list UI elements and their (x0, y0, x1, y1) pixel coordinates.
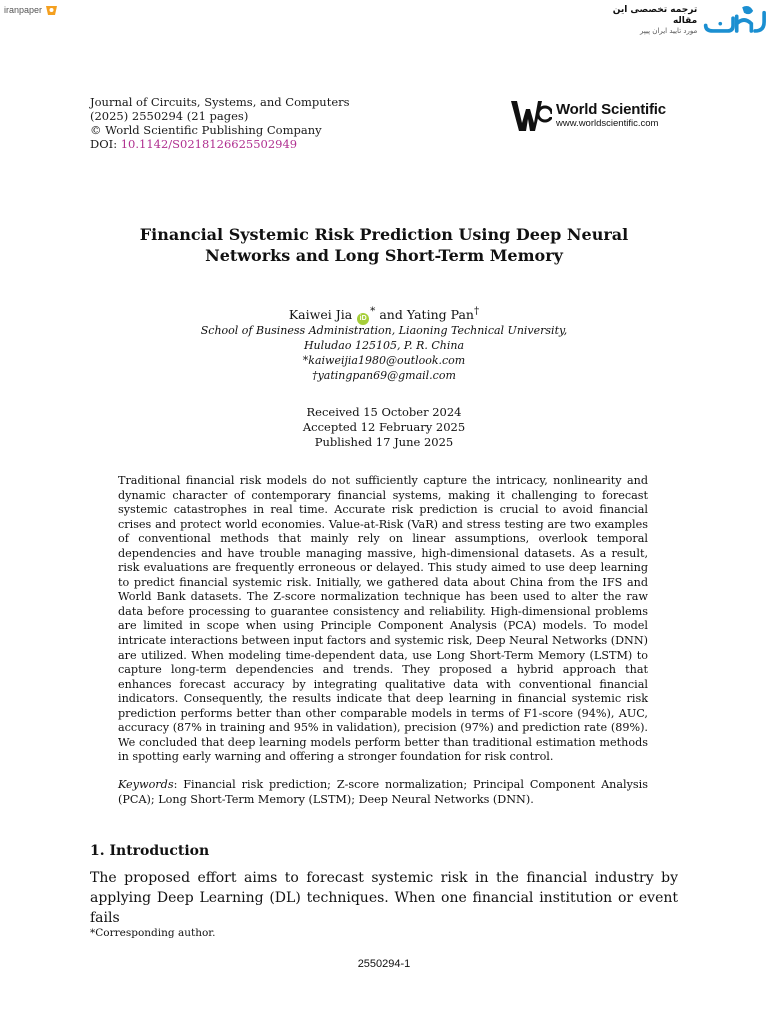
iranpaper-logo[interactable] (4, 4, 58, 16)
author-2-mark: † (473, 305, 480, 317)
journal-copyright: © World Scientific Publishing Company (90, 123, 322, 137)
publisher-name: World Scientific (556, 101, 666, 118)
author-2: Yating Pan (406, 307, 474, 323)
world-scientific-emblem-icon (510, 99, 552, 133)
abstract-text: Traditional financial risk models do not sufficiently capture the intricacy, nonlinearity and dynamic character of contemporary financial systems, making it challenging to forecast systemic catastrophes in real time. Accurate risk prediction is crucial to avoid financial crises and protect world economies. Value-at-Risk (VaR) and stress testing are two examples of conventional methods that mainly rely on linear assumptions, overlook temporal dependencies and have trouble managing massive, high-dimensional datasets. As a result, risk evaluations are frequently erroneous or delayed. This study aimed to use deep learning to predict financial systemic risk. Initially, we gathered data about China from the IFS and World Bank datasets. The Z-score normalization technique has been used to alter the raw data before processing to guarantee consistency and reliability. High-dimensional problems are limited in scope when using Principle Component Analysis (PCA) models. To model intricate interactions between input factors and systemic risk, Deep Neural Networks (DNN) are utilized. When modeling time-dependent data, use Long Short-Term Memory (LSTM) to capture long-term dependencies and trends. They proposed a hybrid approach that enhances forecast accuracy by integrating qualitative data with conventional financial indicators. Consequently, the results indicate that deep learning in financial systemic risk prediction performs better than other comparable models in terms of F1-score (94%), AUC, accuracy (87% in training and 95% in validation), precision (97%) and prediction rate (89%). We concluded that deep learning models perform better than traditional estimation methods in spotting early warning and offering a stronger foundation for risk control. (118, 474, 648, 764)
title-line-1: Financial Systemic Risk Prediction Using Deep Neural (139, 225, 629, 244)
accepted-date: Accepted 12 February 2025 (302, 420, 466, 434)
affiliation-line-1: School of Business Administration, Liaoning Technical University, (200, 324, 568, 337)
paper-title (90, 224, 678, 266)
iranpaper-logo-text: iranpaper (4, 5, 43, 15)
abstract (118, 474, 648, 765)
journal-info (90, 95, 350, 151)
keywords-label: Keywords (118, 778, 174, 791)
journal-volume: (2025) 2550294 (21 pages) (90, 109, 249, 123)
author-email-2[interactable]: †yatingpan69@gmail.com (312, 369, 456, 382)
translation-brand-icon (702, 2, 768, 38)
translation-logo-title: ترجمه تخصصی این مقاله (612, 5, 698, 26)
title-line-2: Networks and Long Short-Term Memory (205, 246, 563, 265)
author-1-mark: * (370, 305, 376, 317)
page-number: 2550294-1 (357, 958, 411, 970)
footnote: *Corresponding author. (90, 927, 216, 939)
world-scientific-logo[interactable] (510, 99, 666, 133)
received-date: Received 15 October 2024 (306, 405, 462, 419)
keywords-list: : Financial risk prediction; Z-score normalization; Principal Component Analysis (PCA); Long Short-Term Memory (LSTM); Deep Neural Networks (DNN). (118, 778, 648, 806)
author-email-1[interactable]: *kaiweijia1980@outlook.com (302, 354, 466, 367)
orcid-icon[interactable]: iD (357, 313, 369, 325)
author-line (90, 303, 678, 325)
intro-paragraph: The proposed effort aims to forecast systemic risk in the financial industry by applying Deep Learning (DL) techniques. When one financial institution or event fails (90, 870, 678, 926)
doi-link[interactable]: 10.1142/S0218126625502949 (120, 137, 298, 151)
author-conjunction: and (375, 307, 407, 323)
doi-label: DOI: (90, 137, 121, 151)
iranpaper-mark-icon (45, 4, 58, 16)
publication-dates (90, 405, 678, 450)
journal-name: Journal of Circuits, Systems, and Computers (90, 95, 350, 109)
section-heading: 1. Introduction (90, 843, 210, 859)
keywords (118, 778, 648, 807)
published-date: Published 17 June 2025 (314, 435, 454, 449)
publisher-url[interactable]: www.worldscientific.com (556, 118, 659, 129)
translation-logo-subtitle: مورد تایید ایران پیپر (640, 26, 698, 35)
affiliation-block (90, 323, 678, 383)
affiliation-line-2: Huludao 125105, P. R. China (303, 339, 465, 352)
translation-service-logo[interactable] (595, 2, 768, 38)
author-1: Kaiwei Jia (288, 307, 353, 323)
journal-doi (90, 137, 350, 151)
